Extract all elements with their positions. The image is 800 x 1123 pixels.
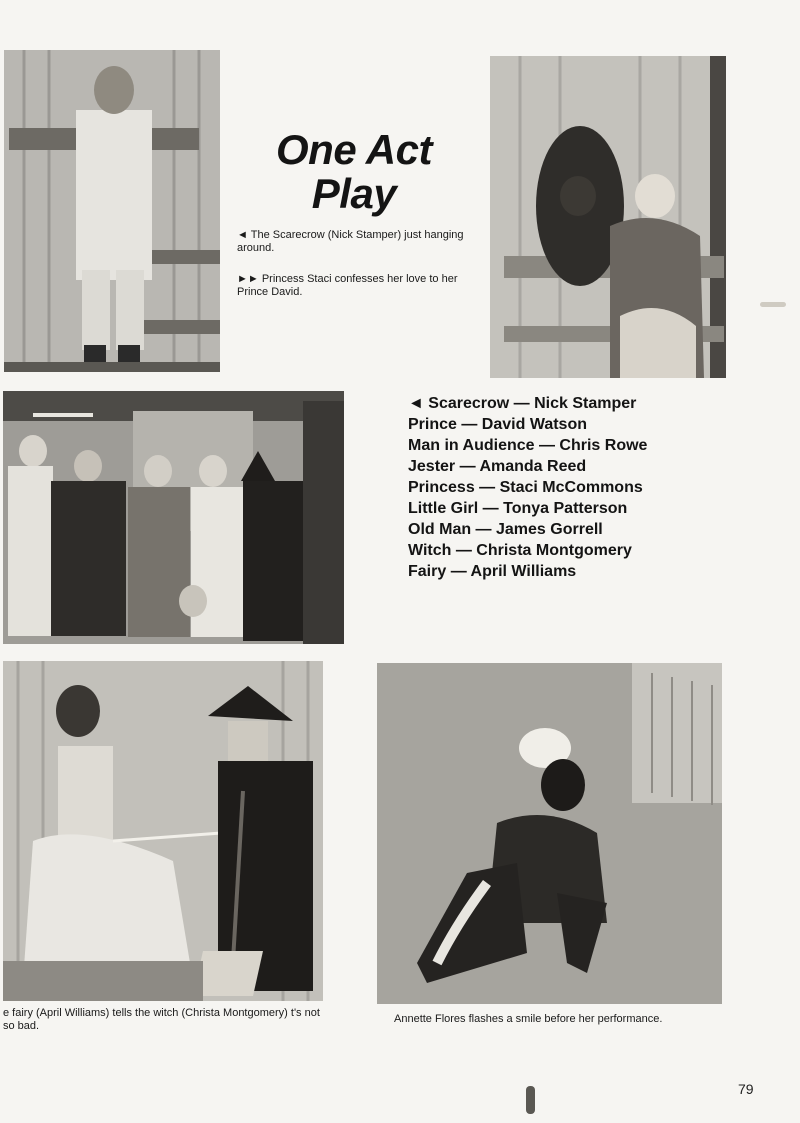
cast-entry: Jester — Amanda Reed [408, 458, 587, 475]
fairy-witch-photo [3, 661, 323, 1001]
page-title [236, 128, 472, 216]
annette-photo [377, 663, 722, 1004]
prince-princess-photo [490, 56, 726, 378]
title-line-1: One Act [276, 126, 432, 173]
cast-entry: Witch — Christa Montgomery [408, 542, 632, 559]
fairy-witch-caption: e fairy (April Williams) tells the witch (Christa Montgomery) t's not so bad. [3, 1007, 320, 1032]
cast-list [408, 393, 728, 582]
cast-entry: Little Girl — Tonya Patterson [408, 500, 628, 517]
cast-entry: Man in Audience — Chris Rowe [408, 437, 648, 454]
print-speck [526, 1086, 535, 1114]
cast-entry: Prince — David Watson [408, 416, 587, 433]
page-number: 79 [738, 1081, 754, 1097]
title-line-2: Play [311, 170, 397, 217]
annette-caption: Annette Flores flashes a smile before her performance. [394, 1013, 663, 1025]
cast-entry: Princess — Staci McCommons [408, 479, 643, 496]
print-speck [760, 302, 786, 307]
scarecrow-caption: ◄ The Scarecrow (Nick Stamper) just hanging around. [237, 229, 464, 254]
scarecrow-photo [4, 50, 220, 372]
cast-entry: Old Man — James Gorrell [408, 521, 603, 538]
princess-caption: ►► Princess Staci confesses her love to her Prince David. [237, 273, 458, 298]
cast-group-photo [3, 391, 344, 644]
cast-entry: Fairy — April Williams [408, 563, 577, 580]
cast-entry: ◄ Scarecrow — Nick Stamper [408, 395, 637, 412]
